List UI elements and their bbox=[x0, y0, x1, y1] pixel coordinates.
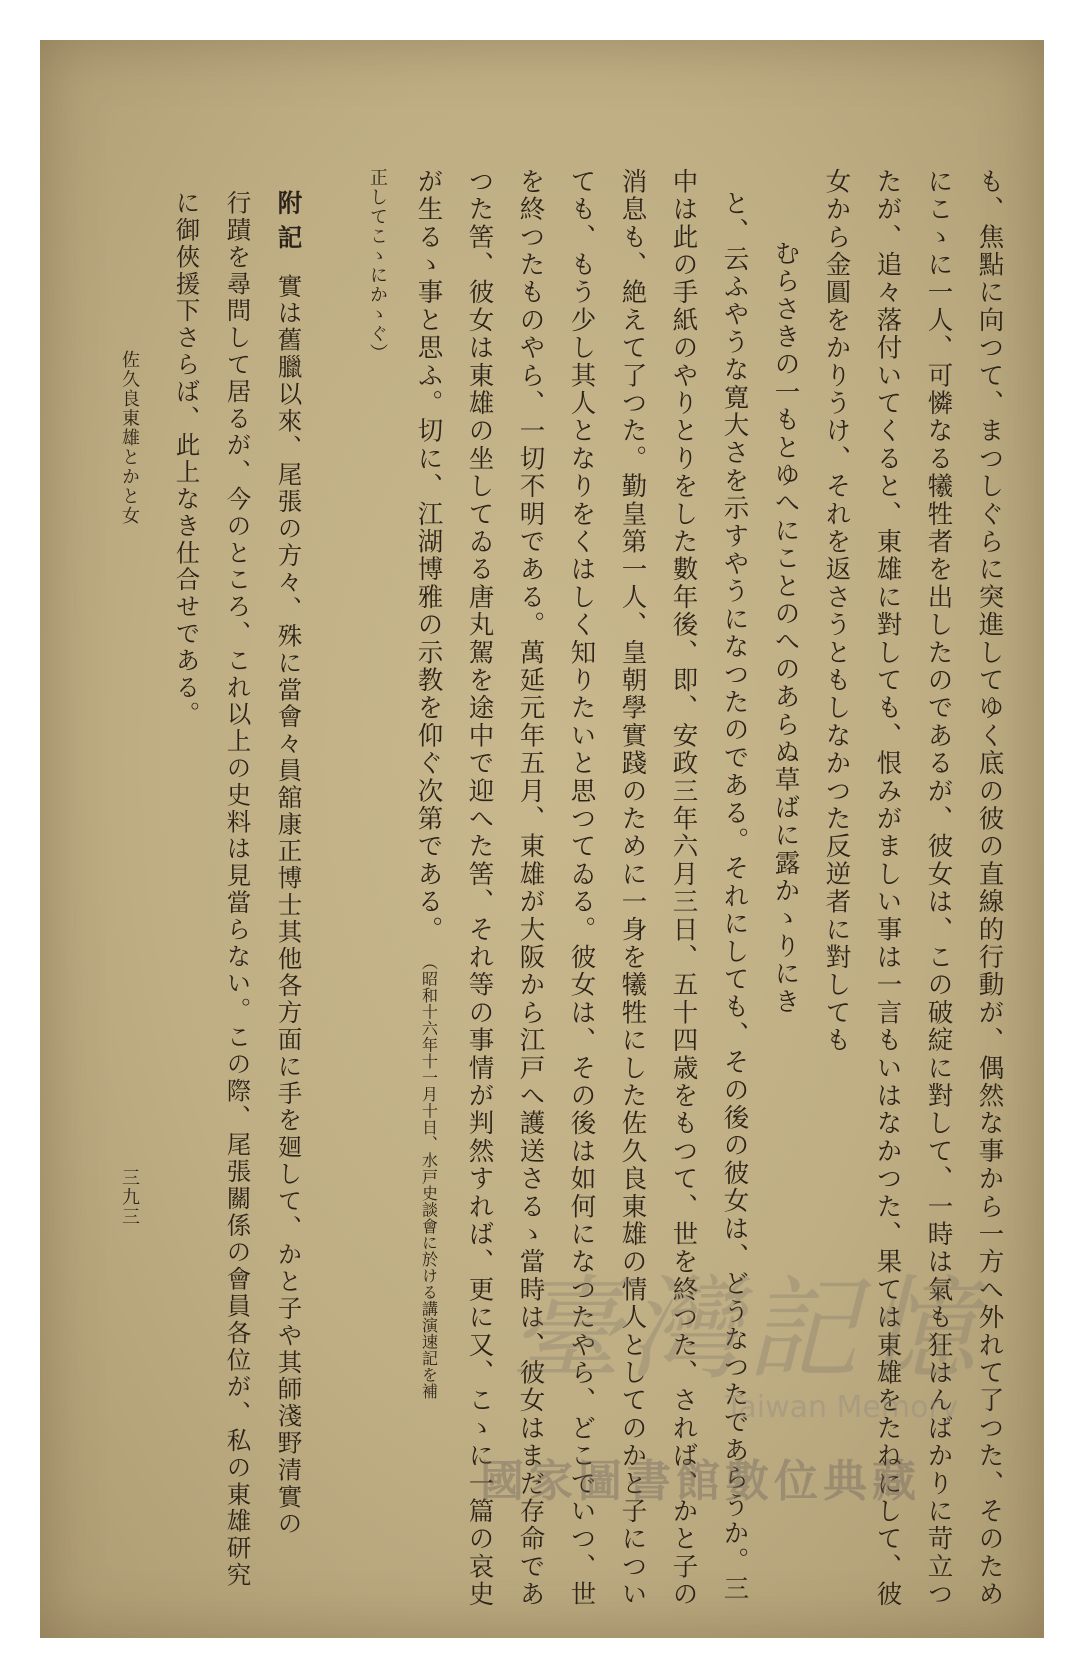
body-column-6: と、云ふやうな寛大さを示すやうになつたのである。それにしても、その後の彼女は、どうなつたであらうか。三 bbox=[719, 190, 750, 1603]
appendix-column-3: に御俠援下さらば、此上なき仕合せである。 bbox=[172, 190, 202, 728]
watermark-logo: 臺灣記憶 bbox=[510, 1265, 982, 1395]
watermark bbox=[480, 1240, 1040, 1560]
page-number: 三九三 bbox=[119, 1168, 140, 1227]
watermark-english: Taiwan Memory bbox=[725, 1390, 959, 1425]
running-title: 佐久良東雄とかと女 bbox=[119, 350, 140, 526]
poem-line: むらさきの一もとゆへにことのへのあらぬ草ばに露かゝりにき bbox=[770, 240, 801, 1016]
appendix-column-2: 行蹟を尋問して居るが、今のところ、これ以上の史料は見當らない。この際、尾張關係の會員各位が、私の東雄研究 bbox=[223, 190, 253, 1589]
body-column-3: たが、追々落付いてくると、東雄に對しても、恨みがましい事は一言もいはなかつた、果ては東雄をたねにして、彼 bbox=[872, 168, 903, 1609]
body-column-7: 中は此の手紙のやりとりをした數年後、即、安政三年六月三日、五十四歳をもつて、世を終つた、されば、かと子の bbox=[668, 168, 699, 1609]
scanned-page bbox=[40, 40, 1044, 1638]
body-column-8: 消息も、絶えて了つた。勤皇第一人、皇朝學實踐のために一身を犧牲にした佐久良東雄の情人としてのかと子につい bbox=[617, 168, 648, 1609]
body-column-1: も、焦點に向つて、まつしぐらに突進してゆく底の彼の直線的行動が、偶然な事から一方へ外れて了つた、そのため bbox=[974, 168, 1005, 1609]
appendix-column-1 bbox=[274, 190, 304, 1538]
body-column-4: 女から金圓をかりうけ、それを返さうともしなかつた反逆者に對しても bbox=[821, 168, 852, 1055]
body-column-12-text: が生るゝ事と思ふ。切に、江湖博雅の示教を仰ぐ次第である。 bbox=[413, 168, 444, 944]
appendix-text-1: 實は舊臘以來、尾張の方々、殊に當會々員舘康正博士其他各方面に手を廻して、かと子や其師淺野清實の bbox=[274, 273, 304, 1538]
body-column-11: つた筈、彼女は東雄の坐してゐる唐丸駕を途中で迎へた筈、それ等の事情が判然すれば、更に又、こゝに一篇の哀史 bbox=[464, 168, 495, 1609]
watermark-subtitle: 國家圖書館數位典藏 bbox=[480, 1456, 921, 1507]
body-column-12 bbox=[413, 168, 444, 1403]
body-column-10: を終つたものやら、一切不明である。萬延元年五月、東雄が大阪から江戸へ護送さるゝ當時は、彼女はまだ存命であ bbox=[515, 168, 546, 1609]
lecture-note: （昭和十六年十一月十日、水戸史談會に於ける講演速記を補 bbox=[419, 953, 439, 1400]
body-column-2: にこゝに一人、可憐なる犧牲者を出したのであるが、彼女は、この破綻に對して、一時は氣も狂はんばかりに苛立つ bbox=[923, 168, 954, 1609]
lecture-note-end: 正してこゝにかゝぐ） bbox=[367, 168, 388, 363]
appendix-heading: 附記 bbox=[274, 190, 304, 259]
body-column-9: ても、もう少し其人となりをくはしく知りたいと思つてゐる。彼女は、その後は如何になつたやら、どこでいつ、世 bbox=[566, 168, 597, 1609]
